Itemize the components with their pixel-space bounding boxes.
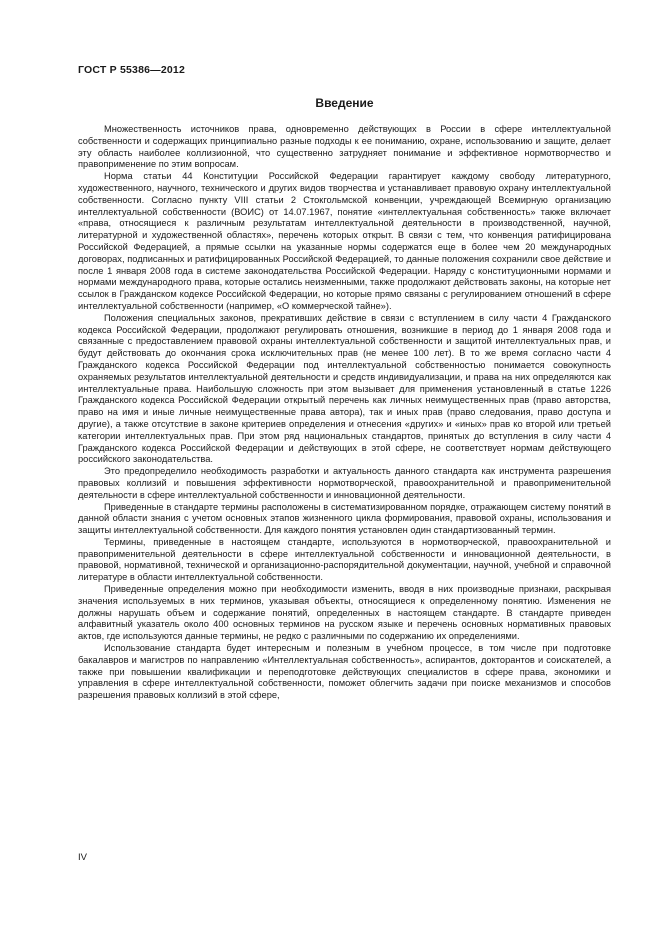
paragraph: Норма статьи 44 Конституции Российской Федерации гарантирует каждому свободу литературного, художественного, научного, технического и других видов творчества и устанавливает правовую охрану интеллектуальной собственности. Согласно пункту VIII статьи 2 Стокгольмской конвенции, учреждающей Всемирную организацию интеллектуальной собственности (ВОИС) от 14.07.1967, понятие «интеллектуальная собственность» также включает «права, относящиеся к различным результатам интеллектуальной деятельности в производственной, научной, литературной и художественной областях», перечень которых открыт. В связи с тем, что конвенция ратифицирована Российской Федерацией, а прямые ссылки на указанные нормы содержатся еще в более чем 20 международных договорах, подписанных и ратифицированных Российской Федерацией, то данные положения сохранили свое действие и после 1 января 2008 года в системе законодательства Российской Федерации. Наряду с конституционными нормами и нормами международного права, которые остались неизменными, также продолжают действовать законы, на которые нет ссылок в Гражданском кодексе Российской Федерации, но которые прямо связаны с регулированием отношений в сфере интеллектуальной собственности (например, «О коммерческой тайне»). — [78, 171, 611, 311]
paragraph: Приведенные определения можно при необходимости изменить, вводя в них производные признаки, раскрывая значения используемых в них терминов, указывая объекты, относящиеся к определенному понятию. Изменения не должны нарушать объем и содержание понятий, определенных в настоящем стандарте. В стандарте приведен алфавитный указатель около 400 основных терминов на русском языке и перечень основных нормативных правовых актов, где используются данные термины, не редко с различными по содержанию их определениями. — [78, 584, 611, 642]
paragraph: Это предопределило необходимость разработки и актуальность данного стандарта как инструмента разрешения правовых коллизий и повышения эффективности нормотворческой, правоохранительной и правоприменительной деятельности в сфере интеллектуальной собственности и инновационной деятельности. — [78, 466, 611, 500]
section-title: Введение — [315, 96, 374, 110]
document-code: ГОСТ Р 55386—2012 — [78, 64, 186, 76]
paragraph: Положения специальных законов, прекративших действие в связи с вступлением в силу части 4 Гражданского кодекса Российской Федерации, продолжают регулировать отношения, возникшие в период до 1 января 2008 года и связанные с предоставлением правовой охраны интеллектуальной собственности и защитой интеллектуальных прав, и будут действовать до окончания срока исключительных прав (не менее 100 лет). В то же время согласно части 4 Гражданского кодекса Российской Федерации под интеллектуальной собственностью понимается совокупность охраняемых результатов интеллектуальной деятельности и средств индивидуализации, и права на них определяются как интеллектуальные права. Наибольшую сложность при этом вызывает для применения установленный в статье 1226 Гражданского кодекса Российской Федерации открытый перечень как личных неимущественных прав (право авторства, право на имя и иные личные неимущественные права автора), так и иных прав (право следования, право доступа и другие), а также отсутствие в законе критериев определения и отнесения «других» и «иных» прав ко второй или третьей категории интеллектуальных прав. При этом ряд национальных стандартов, принятых до вступления в силу части 4 Гражданского кодекса Российской Федерации и действующих в этой сфере, не соответствует нормам действующего российского законодательства. — [78, 312, 611, 465]
paragraph: Множественность источников права, одновременно действующих в России в сфере интеллектуальной собственности и содержащих принципиально разные подходы к ее пониманию, охране, использованию и защите, делает эту область наиболее коллизионной, что существенно затрудняет понимание и эффективное нормотворчество и правоприменение по этим вопросам. — [78, 124, 611, 170]
body-text — [78, 124, 611, 702]
page-number: IV — [78, 852, 87, 863]
paragraph: Приведенные в стандарте термины расположены в систематизированном порядке, отражающем систему понятий в данной области знания с учетом основных этапов жизненного цикла формирования, правовой охраны, использования и защиты интеллектуальной собственности. Для каждого понятия установлен один стандартизованный термин. — [78, 501, 611, 536]
paragraph: Использование стандарта будет интересным и полезным в учебном процессе, в том числе при подготовке бакалавров и магистров по направлению «Интеллектуальная собственность», аспирантов, докторантов и соискателей, а также при повышении квалификации и переподготовке действующих специалистов в сфере права, экономики и управления в сфере интеллектуальной собственности, поможет облегчить задачи при поиске механизмов и способов разрешения правовых коллизий в этой сфере, — [78, 643, 611, 701]
paragraph: Термины, приведенные в настоящем стандарте, используются в нормотворческой, правоохранительной и правоприменительной деятельности в сфере интеллектуальной собственности и инновационной деятельности, в правовой, нормативной, технической и организационно-распорядительной документации, научной, учебной и справочной литературе в области интеллектуальной собственности. — [78, 536, 611, 583]
